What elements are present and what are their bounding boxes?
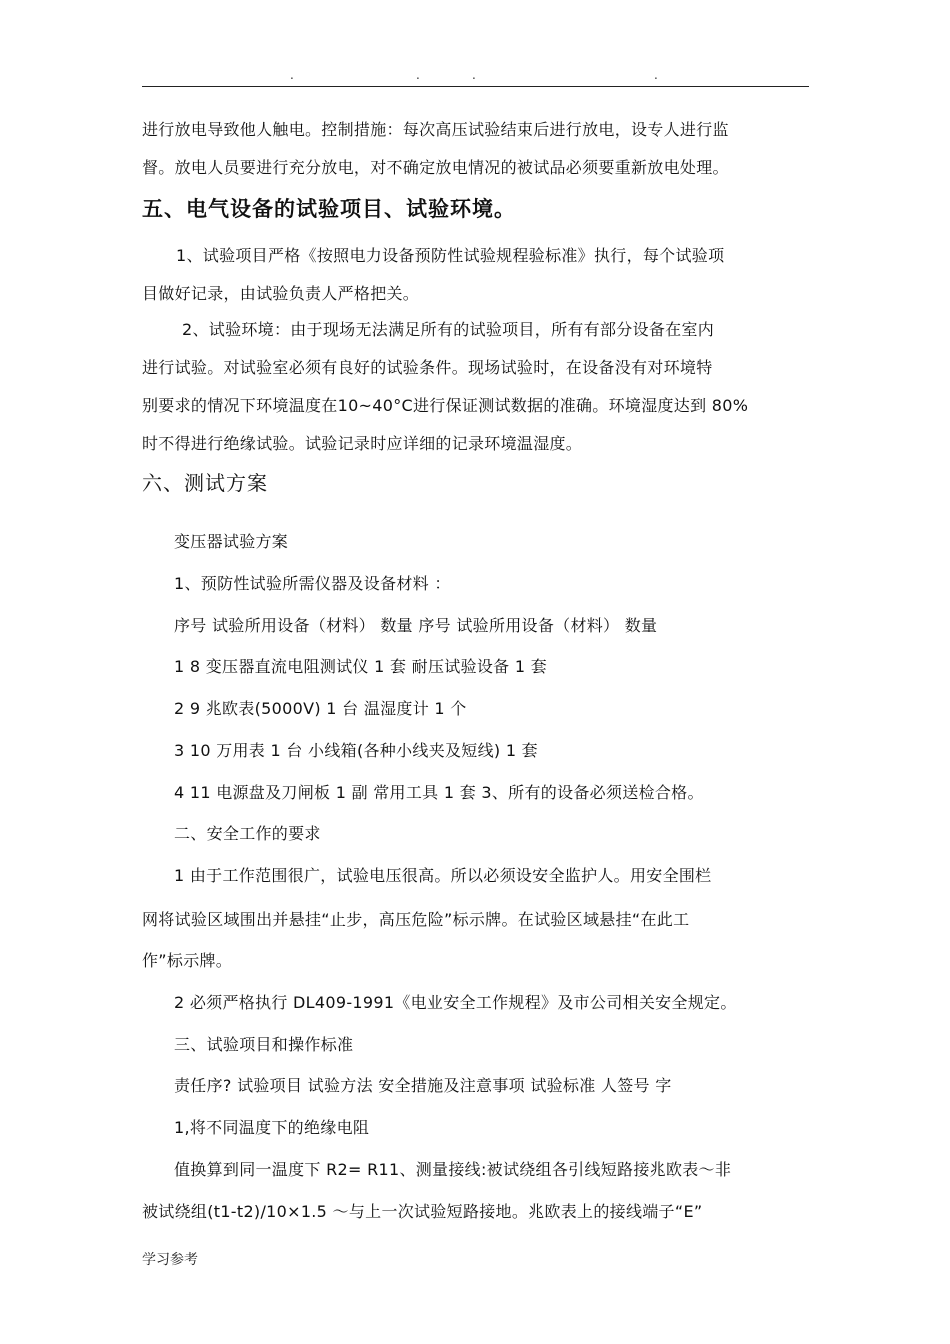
body-text-line: 作”标示牌。 [142,951,233,970]
header-dots [142,68,809,84]
body-text-line: 进行放电导致他人触电。控制措施：每次高压试验结束后进行放电，设专人进行监 [142,120,729,139]
footer-text: 学习参考 [142,1252,198,1268]
body-text-line: 1,将不同温度下的绝缘电阻 [174,1118,370,1137]
equipment-row: 1 8 变压器直流电阻测试仪 1 套 耐压试验设备 1 套 [174,657,548,676]
body-text-line: 督。放电人员要进行充分放电，对不确定放电情况的被试品必须要重新放电处理。 [142,158,729,177]
section-5-heading: 五、电气设备的试验项目、试验环境。 [142,196,516,221]
test-table-header: 责任序? 试验项目 试验方法 安全措施及注意事项 试验标准 人签号 字 [174,1076,672,1095]
equipment-row: 2 9 兆欧表(5000V) 1 台 温湿度计 1 个 [174,699,467,718]
body-text-line: 1 由于工作范围很广，试验电压很高。所以必须设安全监护人。用安全围栏 [174,866,712,885]
body-text-line: 别要求的情况下环境温度在10~40°C进行保证测试数据的准确。环境湿度达到 80% [142,396,749,415]
equipment-row: 4 11 电源盘及刀闸板 1 副 常用工具 1 套 3、所有的设备必须送检合格。 [174,783,704,802]
subsection-heading: 三、试验项目和操作标准 [174,1035,354,1054]
body-text-line: 被试绕组(t1-t2)/10×1.5 ～与上一次试验短路接地。兆欧表上的接线端子“E” [142,1202,703,1221]
body-text-line: 1、预防性试验所需仪器及设备材料 ： [174,574,451,593]
section-6-heading: 六、测试方案 [142,471,268,495]
body-text-line: 1、试验项目严格《按照电力设备预防性试验规程验标准》执行，每个试验项 [176,246,725,265]
body-text-line: 2、试验环境：由于现场无法满足所有的试验项目，所有有部分设备在室内 [182,320,715,339]
equipment-table-header: 序号 试验所用设备（材料） 数量 序号 试验所用设备（材料） 数量 [174,616,658,635]
body-text-line: 网将试验区域围出并悬挂“止步，高压危险”标示牌。在试验区域悬挂“在此工 [142,910,690,929]
header-dot: . [416,68,420,82]
body-text-line: 值换算到同一温度下 R2= R11、测量接线:被试绕组各引线短路接兆欧表～非 [174,1160,732,1179]
header-dot: . [472,68,476,82]
body-text-line: 变压器试验方案 [174,532,289,551]
equipment-row: 3 10 万用表 1 台 小线箱(各种小线夹及短线) 1 套 [174,741,538,760]
body-text-line: 2 必须严格执行 DL409-1991《电业安全工作规程》及市公司相关安全规定。 [174,993,737,1012]
header-dot: . [654,68,658,82]
body-text-line: 目做好记录，由试验负责人严格把关。 [142,284,420,303]
body-text-line: 时不得进行绝缘试验。试验记录时应详细的记录环境温湿度。 [142,434,583,453]
header-dot: . [290,68,294,82]
header-rule [142,86,809,87]
body-text-line: 进行试验。对试验室必须有良好的试验条件。现场试验时，在设备没有对环境特 [142,358,713,377]
subsection-heading: 二、安全工作的要求 [174,824,321,843]
